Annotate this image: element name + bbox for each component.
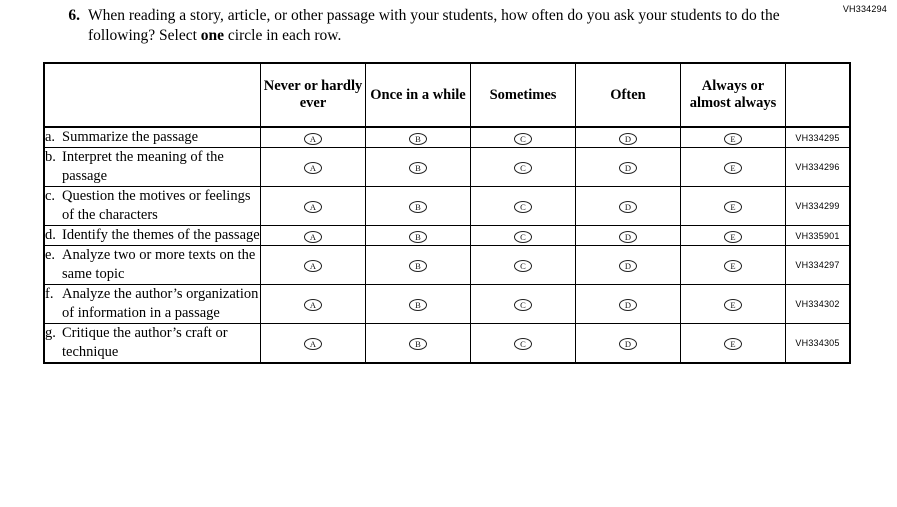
grid-body [44,127,850,363]
question-text-before: When reading a story, article, or other passage with your students, how often do you ask your students to do the following? Select [88,7,780,44]
item-cell-b [44,148,261,187]
item-cell-d [44,226,261,246]
option-d-sometimes[interactable] [471,226,576,246]
radio-bubble[interactable]: D [619,338,637,350]
header-sometimes: Sometimes [471,63,576,127]
header-id-blank [786,63,851,127]
grid-header [44,63,850,127]
radio-bubble[interactable]: A [304,162,322,174]
table-row [44,127,850,148]
radio-bubble[interactable]: A [304,231,322,243]
radio-bubble[interactable]: A [304,338,322,350]
item-label: Critique the author’s craft or technique [62,325,228,360]
header-once-in-a-while: Once in a while [366,63,471,127]
question-number: 6. [68,7,80,24]
option-b-once-in-a-while[interactable] [366,148,471,187]
item-letter: g. [45,325,56,341]
radio-bubble[interactable]: E [724,299,742,311]
option-g-always-or-almost-always[interactable] [681,324,786,364]
radio-bubble[interactable]: B [409,133,427,145]
option-f-never-or-hardly-ever[interactable] [261,285,366,324]
row-item-id: VH334295 [786,127,851,148]
row-item-id: VH335901 [786,226,851,246]
radio-bubble[interactable]: A [304,201,322,213]
option-d-never-or-hardly-ever[interactable] [261,226,366,246]
radio-bubble[interactable]: C [514,133,532,145]
option-c-often[interactable] [576,187,681,226]
table-row [44,324,850,364]
radio-bubble[interactable]: E [724,162,742,174]
radio-bubble[interactable]: B [409,338,427,350]
option-d-often[interactable] [576,226,681,246]
item-cell-f [44,285,261,324]
header-always-or-almost-always: Always or almost always [681,63,786,127]
item-cell-c [44,187,261,226]
radio-bubble[interactable]: C [514,162,532,174]
option-a-sometimes[interactable] [471,127,576,148]
radio-bubble[interactable]: D [619,260,637,272]
option-g-never-or-hardly-ever[interactable] [261,324,366,364]
item-cell-g [44,324,261,364]
option-f-often[interactable] [576,285,681,324]
radio-bubble[interactable]: C [514,338,532,350]
option-a-once-in-a-while[interactable] [366,127,471,148]
option-b-always-or-almost-always[interactable] [681,148,786,187]
option-a-always-or-almost-always[interactable] [681,127,786,148]
radio-bubble[interactable]: E [724,260,742,272]
option-f-always-or-almost-always[interactable] [681,285,786,324]
option-d-once-in-a-while[interactable] [366,226,471,246]
option-b-never-or-hardly-ever[interactable] [261,148,366,187]
radio-bubble[interactable]: B [409,299,427,311]
radio-bubble[interactable]: B [409,231,427,243]
option-e-often[interactable] [576,246,681,285]
page-item-id: VH334294 [842,4,887,14]
item-label: Analyze two or more texts on the same topic [62,247,256,282]
option-g-once-in-a-while[interactable] [366,324,471,364]
radio-bubble[interactable]: A [304,260,322,272]
radio-bubble[interactable]: A [304,299,322,311]
table-row [44,246,850,285]
item-cell-a [44,127,261,148]
radio-bubble[interactable]: C [514,231,532,243]
table-row [44,226,850,246]
table-row [44,187,850,226]
option-c-never-or-hardly-ever[interactable] [261,187,366,226]
row-item-id: VH334302 [786,285,851,324]
header-never-or-hardly-ever: Never or hardly ever [261,63,366,127]
radio-bubble[interactable]: B [409,260,427,272]
item-letter: c. [45,188,56,204]
row-item-id: VH334305 [786,324,851,364]
response-grid [43,62,851,364]
radio-bubble[interactable]: D [619,299,637,311]
option-c-sometimes[interactable] [471,187,576,226]
option-c-always-or-almost-always[interactable] [681,187,786,226]
radio-bubble[interactable]: D [619,231,637,243]
item-label: Identify the themes of the passage [62,227,260,243]
radio-bubble[interactable]: E [724,133,742,145]
question-text-emphasis: one [200,27,225,44]
item-letter: d. [45,227,56,243]
table-row [44,285,850,324]
question-text [88,6,798,46]
item-cell-e [44,246,261,285]
option-c-once-in-a-while[interactable] [366,187,471,226]
option-b-sometimes[interactable] [471,148,576,187]
option-a-often[interactable] [576,127,681,148]
radio-bubble[interactable]: B [409,162,427,174]
option-f-sometimes[interactable] [471,285,576,324]
header-row [44,63,850,127]
item-label: Interpret the meaning of the passage [62,149,224,184]
row-item-id: VH334297 [786,246,851,285]
option-a-never-or-hardly-ever[interactable] [261,127,366,148]
radio-bubble[interactable]: C [514,260,532,272]
option-g-sometimes[interactable] [471,324,576,364]
item-label: Analyze the author’s organization of information in a passage [62,286,259,321]
radio-bubble[interactable]: B [409,201,427,213]
radio-bubble[interactable]: D [619,162,637,174]
item-label: Summarize the passage [62,129,199,145]
option-d-always-or-almost-always[interactable] [681,226,786,246]
radio-bubble[interactable]: D [619,133,637,145]
item-letter: e. [45,247,56,263]
radio-bubble[interactable]: E [724,338,742,350]
option-g-often[interactable] [576,324,681,364]
table-row [44,148,850,187]
question-block [58,6,798,46]
radio-bubble[interactable]: A [304,133,322,145]
item-letter: f. [45,286,54,302]
item-letter: b. [45,149,56,165]
radio-bubble[interactable]: D [619,201,637,213]
item-letter: a. [45,129,56,145]
option-e-sometimes[interactable] [471,246,576,285]
row-item-id: VH334299 [786,187,851,226]
option-b-often[interactable] [576,148,681,187]
option-e-always-or-almost-always[interactable] [681,246,786,285]
row-item-id: VH334296 [786,148,851,187]
header-often: Often [576,63,681,127]
question-text-after: circle in each row. [224,27,342,44]
option-f-once-in-a-while[interactable] [366,285,471,324]
radio-bubble[interactable]: C [514,299,532,311]
option-e-never-or-hardly-ever[interactable] [261,246,366,285]
header-blank [44,63,261,127]
option-e-once-in-a-while[interactable] [366,246,471,285]
radio-bubble[interactable]: C [514,201,532,213]
radio-bubble[interactable]: E [724,231,742,243]
radio-bubble[interactable]: E [724,201,742,213]
item-label: Question the motives or feelings of the characters [62,188,251,223]
